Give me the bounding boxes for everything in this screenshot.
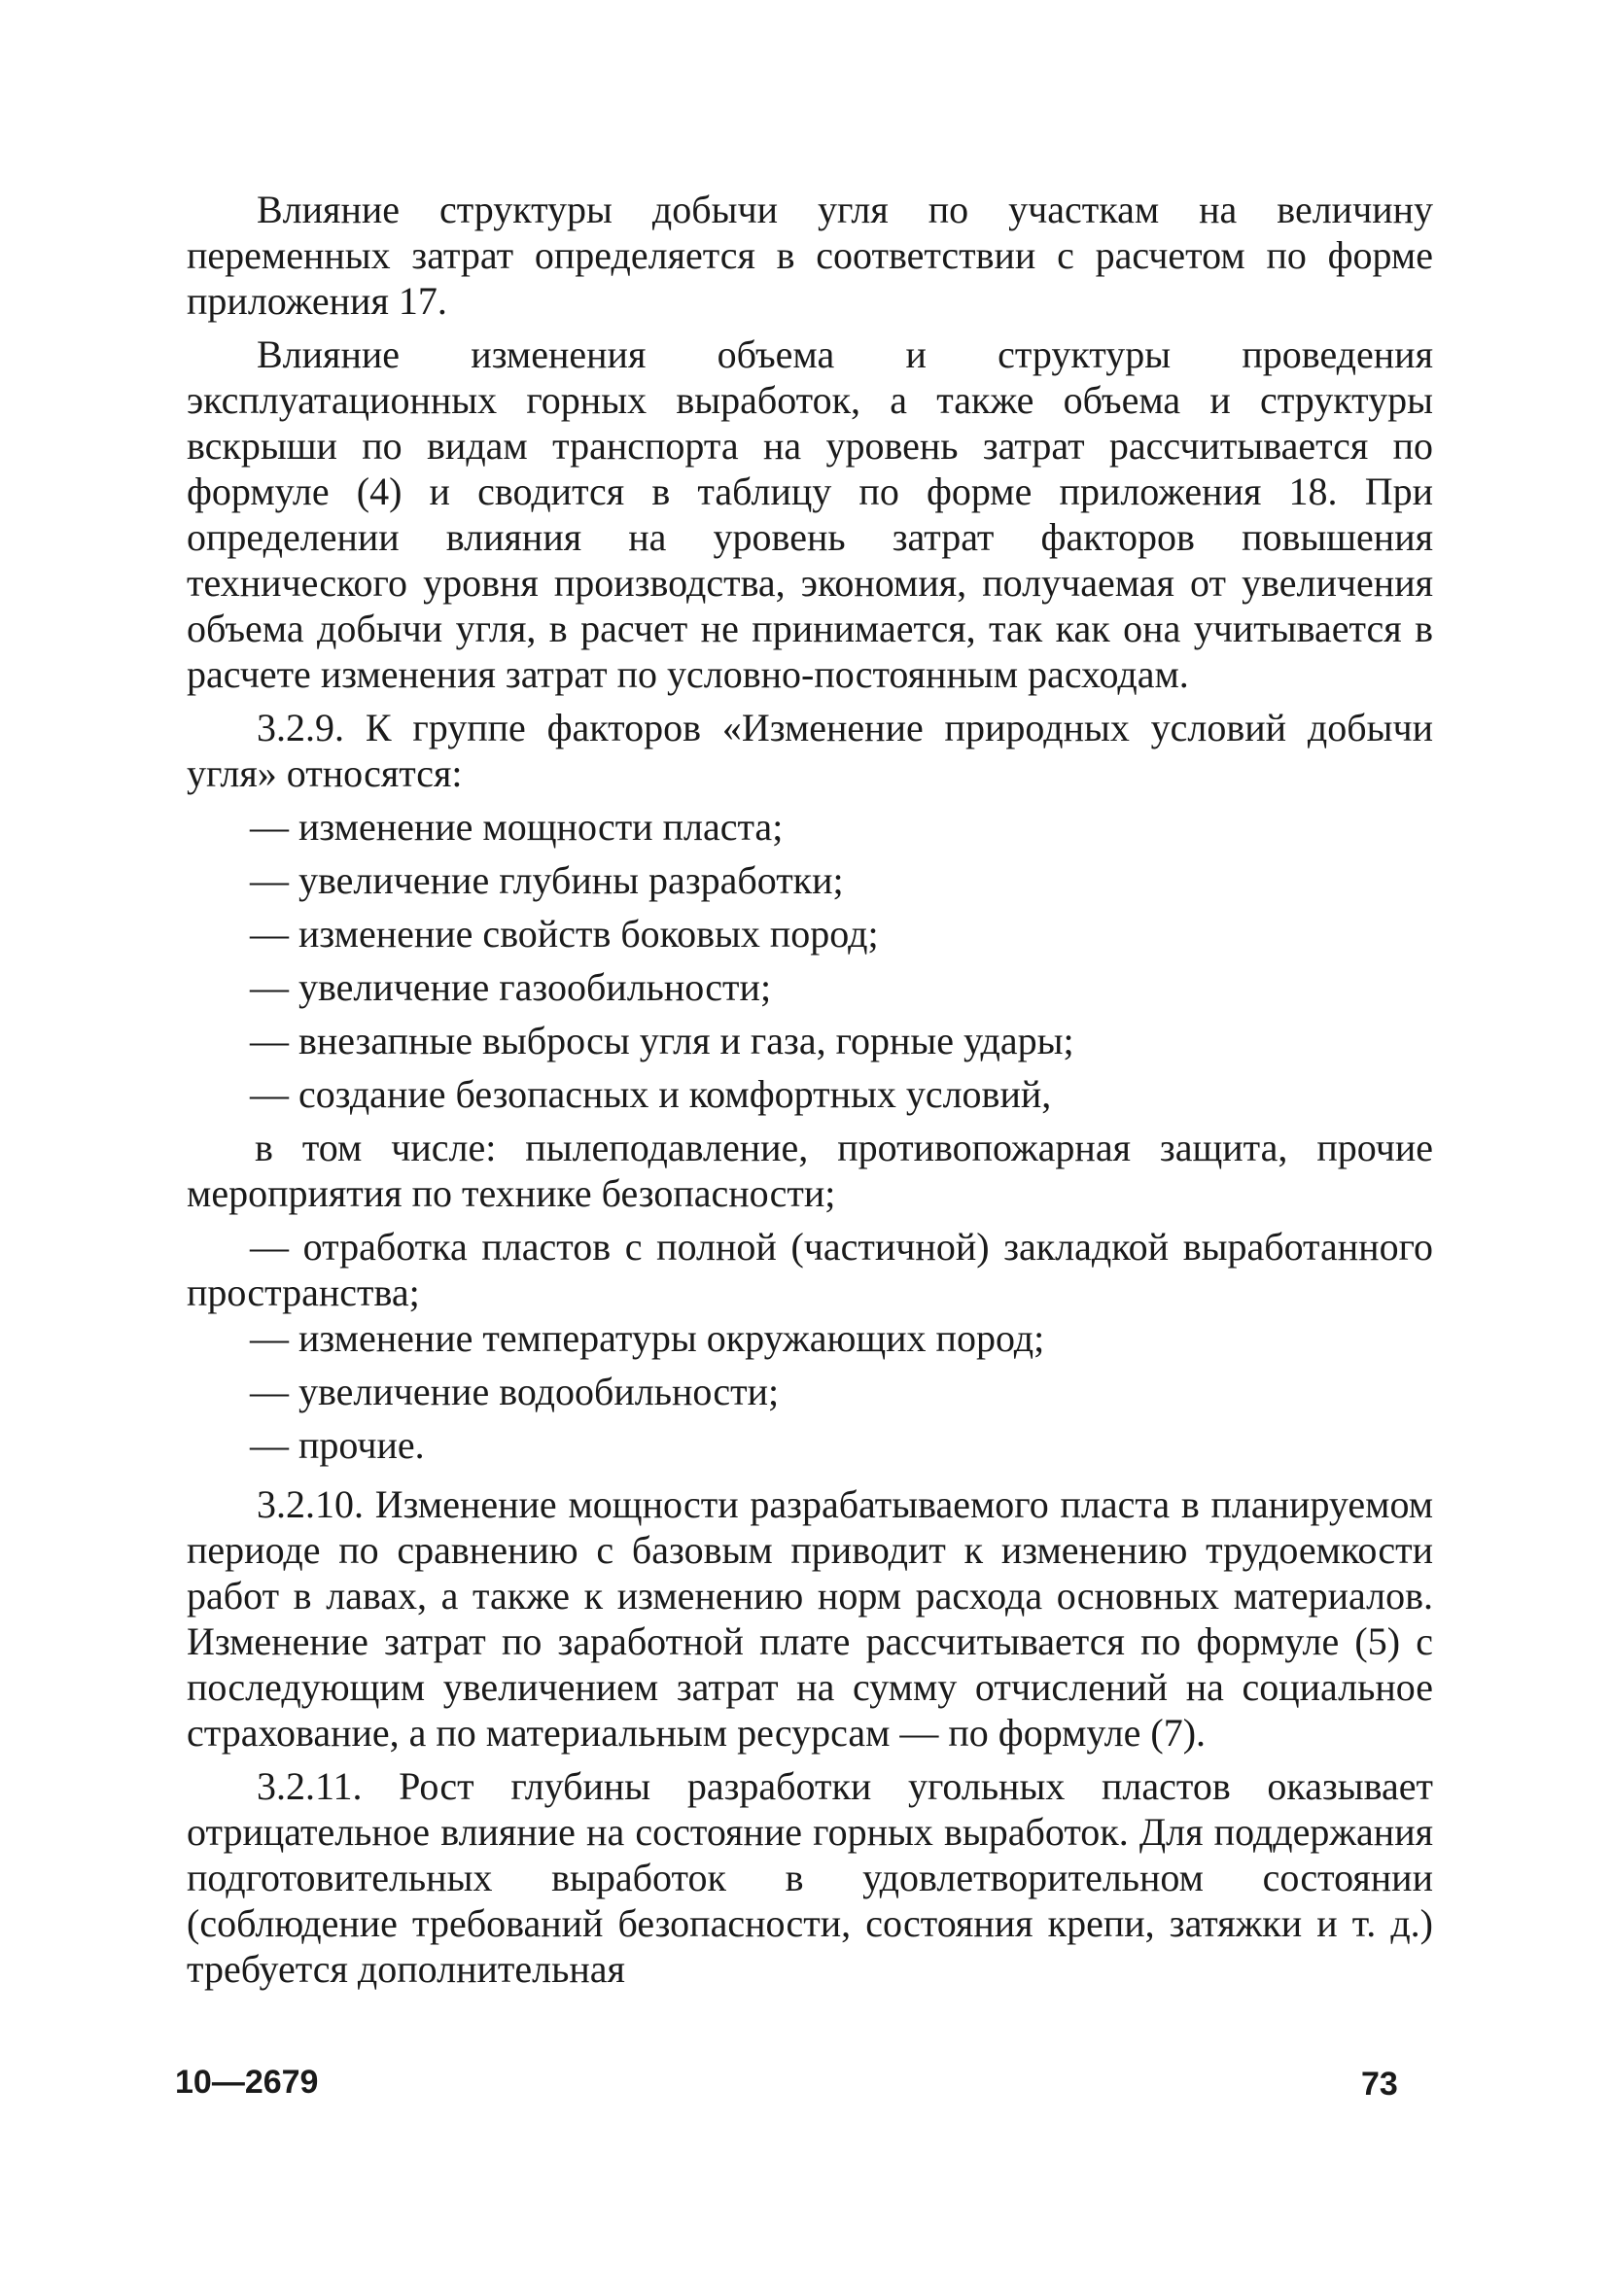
list-item: — внезапные выбросы угля и газа, горные удары; [250, 1019, 1074, 1062]
list-item: — создание безопасных и комфортных условий, [250, 1072, 1052, 1116]
list-item: — изменение мощности пласта; [250, 805, 784, 849]
paragraph-workings-volume: Влияние изменения объема и структуры проведения эксплуатационных горных выработок, а также объема и структуры вскрыши по видам транспорта на уровень затрат рассчитывается по формуле (4) и сводится в таблицу по форме приложения 18. При определении влияния на уровень затрат факторов повышения технического уровня производства, экономия, получаемая от увеличения объема добычи угля, в расчет не принимается, так как она учитывается в расчете изменения затрат по условно-постоянным расходам. [187, 332, 1433, 696]
list-item: — прочие. [250, 1423, 425, 1467]
list-item: — увеличение газообильности; [250, 965, 772, 1009]
list-item: — изменение температуры окружающих пород; [250, 1316, 1045, 1360]
paragraph-3-2-11: 3.2.11. Рост глубины разработки угольных пластов оказывает отрицательное влияние на состояние горных выработок. Для поддержания подготовительных выработок в удовлетворительном состоянии (соблюдение требований безопасности, состояния крепи, затяжки и т. д.) требуется дополнительная [187, 1764, 1433, 1991]
paragraph-3-2-10: 3.2.10. Изменение мощности разрабатываемого пласта в планируемом периоде по сравнению с базовым приводит к изменению трудоемкости работ в лавах, а также к изменению норм расхода основных материалов. Изменение затрат по заработной плате рассчитывается по формуле (5) с последующим увеличением затрат на сумму отчислений на социальное страхование, а по материальным ресурсам — по формуле (7). [187, 1482, 1433, 1755]
list-item: — увеличение водообильности; [250, 1370, 780, 1413]
list-item: — увеличение глубины разработки; [250, 858, 844, 902]
print-signature: 10—2679 [175, 2064, 319, 2101]
list-item: — отработка пластов с полной (частичной) закладкой выработанного пространства; [187, 1225, 1433, 1314]
paragraph-variable-costs: Влияние структуры добычи угля по участкам на величину переменных затрат определяется в соответствии с расчетом по форме приложения 17. [187, 188, 1433, 323]
factor-list [187, 804, 1433, 1468]
page-number: 73 [1361, 2066, 1398, 2103]
body-text [187, 187, 1433, 1992]
paragraph-3-2-9: 3.2.9. К группе факторов «Изменение природных условий добычи угля» относятся: [187, 706, 1433, 795]
list-item: — изменение свойств боковых пород; [250, 912, 879, 956]
list-item-continuation: в том числе: пылеподавление, противопожарная защита, прочие мероприятия по технике безопасности; [187, 1126, 1433, 1215]
